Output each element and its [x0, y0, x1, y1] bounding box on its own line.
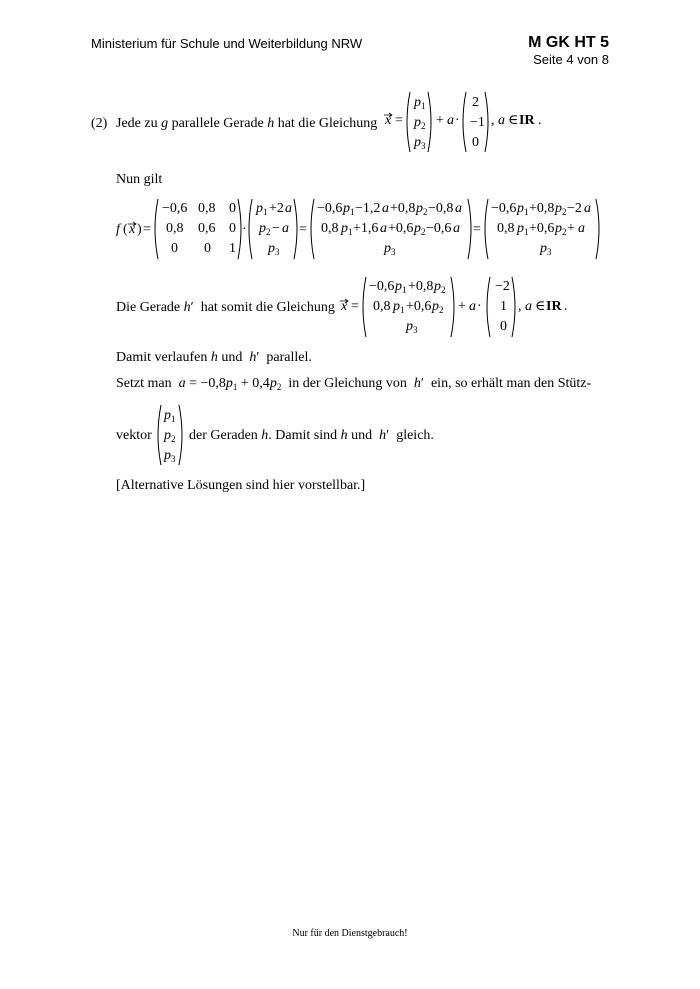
intro-sentence: Jede zu g parallele Gerade h hat die Gleichung [116, 116, 378, 131]
svg-text:2: 2 [562, 227, 567, 237]
svg-text:−0,6: −0,6 [426, 221, 452, 236]
parallel-sentence: Damit verlaufen h und h′ parallel. [116, 350, 312, 365]
svg-text:x: x [341, 299, 348, 314]
svg-text:0: 0 [229, 221, 236, 236]
svg-text:IR: IR [519, 113, 535, 128]
svg-text:2: 2 [472, 95, 479, 110]
svg-text:3: 3 [547, 247, 552, 257]
svg-text:−1,2: −1,2 [355, 201, 381, 216]
svg-text:3: 3 [413, 325, 418, 335]
svg-text:0: 0 [472, 135, 479, 150]
svg-text:a: a [380, 221, 387, 236]
svg-text:p: p [268, 241, 275, 256]
svg-text:p: p [416, 201, 423, 216]
svg-text:+2: +2 [269, 201, 284, 216]
svg-text:x: x [385, 113, 392, 128]
svg-text:p: p [517, 221, 524, 236]
svg-text:1: 1 [400, 305, 405, 315]
svg-text:p: p [259, 221, 266, 236]
svg-text:2: 2 [423, 207, 428, 217]
svg-text:0,8: 0,8 [497, 221, 515, 236]
svg-text:a: a [285, 201, 292, 216]
svg-text:p: p [393, 299, 400, 314]
vector-conclusion: der Geraden h. Damit sind h und h′ gleich. [189, 428, 434, 443]
svg-text:f: f [116, 222, 120, 237]
svg-text:−2: −2 [567, 201, 582, 216]
svg-text:=: = [299, 222, 307, 237]
equation-line-h-prime [338, 274, 573, 340]
svg-text:1: 1 [350, 207, 355, 217]
svg-text:3: 3 [171, 454, 176, 464]
footer-note: Nur für den Dienstgebrauch! [292, 928, 408, 939]
svg-text:p: p [395, 279, 402, 294]
header-code: M GK HT 5 [528, 34, 609, 51]
svg-text:1: 1 [348, 227, 353, 237]
svg-text:p: p [432, 299, 439, 314]
svg-text:a: a [382, 201, 389, 216]
svg-text:p: p [164, 428, 171, 443]
svg-text:p: p [384, 241, 391, 256]
svg-text:2: 2 [562, 207, 567, 217]
svg-text:p: p [517, 201, 524, 216]
svg-text:+0,8: +0,8 [408, 279, 434, 294]
svg-text:=: = [143, 222, 151, 237]
item-number: (2) [91, 116, 108, 131]
svg-text:,: , [518, 299, 522, 314]
svg-text:1: 1 [500, 299, 507, 314]
svg-text:1: 1 [524, 207, 529, 217]
image-line-sentence: Die Gerade h′ hat somit die Gleichung [116, 300, 335, 315]
svg-text:2: 2 [441, 285, 446, 295]
svg-text:+0,8: +0,8 [390, 201, 416, 216]
svg-text:a: a [498, 113, 505, 128]
substitute-sentence: Setzt man $a = -0,8p_1 + 0,4p_2$ in der Gleichung von h′ ein, so erhält man den Stütz- [116, 376, 592, 392]
svg-text:p: p [406, 319, 413, 334]
svg-text:1: 1 [402, 285, 407, 295]
svg-text:a: a [584, 201, 591, 216]
svg-text:−: − [272, 221, 280, 236]
svg-text:−0,6: −0,6 [491, 201, 517, 216]
header-ministry: Ministerium für Schule und Weiterbildung NRW [91, 36, 363, 51]
svg-text:−2: −2 [495, 279, 510, 294]
svg-text:0,6: 0,6 [198, 221, 216, 236]
support-vector [153, 402, 187, 468]
svg-text:1: 1 [421, 101, 426, 111]
svg-text:0,8: 0,8 [321, 221, 339, 236]
svg-text:·: · [477, 299, 482, 314]
svg-text:p: p [555, 221, 562, 236]
svg-text:2: 2 [171, 434, 176, 444]
svg-text:3: 3 [391, 247, 396, 257]
alternative-note: [Alternative Lösungen sind hier vorstellbar.] [116, 478, 366, 493]
svg-text:+0,6: +0,6 [406, 299, 432, 314]
svg-text:p: p [414, 135, 421, 150]
svg-text:−0,6: −0,6 [162, 201, 188, 216]
svg-text:0: 0 [229, 201, 236, 216]
svg-text:p: p [256, 201, 263, 216]
svg-text:(: ( [123, 222, 128, 237]
svg-text:): ) [137, 222, 142, 237]
now-text: Nun gilt [116, 172, 163, 187]
equation-line-h [378, 88, 548, 156]
svg-text:x: x [129, 222, 136, 237]
svg-text:+: + [458, 299, 466, 314]
svg-text:a: a [447, 113, 454, 128]
svg-text:a: a [282, 221, 289, 236]
svg-text:p: p [341, 221, 348, 236]
svg-text:+0,8: +0,8 [529, 201, 555, 216]
svg-text:−0,8: −0,8 [428, 201, 454, 216]
svg-text:1: 1 [171, 414, 176, 424]
svg-text:−1: −1 [470, 115, 485, 130]
svg-text:p: p [555, 201, 562, 216]
svg-text:p: p [414, 115, 421, 130]
svg-text:+0,6: +0,6 [388, 221, 414, 236]
svg-text:a: a [455, 201, 462, 216]
svg-text:·: · [455, 113, 460, 128]
svg-text:2: 2 [421, 121, 426, 131]
svg-text:.: . [538, 113, 542, 128]
svg-text:0,8: 0,8 [166, 221, 184, 236]
svg-text:2: 2 [266, 227, 271, 237]
svg-text:2: 2 [439, 305, 444, 315]
svg-text:2: 2 [421, 227, 426, 237]
svg-text:−0,6: −0,6 [317, 201, 343, 216]
svg-text:·: · [242, 222, 247, 237]
svg-text:p: p [343, 201, 350, 216]
svg-text:1: 1 [263, 207, 268, 217]
svg-text:p: p [164, 408, 171, 423]
svg-text:+1,6: +1,6 [353, 221, 379, 236]
svg-text:=: = [473, 222, 481, 237]
svg-text:0,8: 0,8 [198, 201, 216, 216]
svg-text:=: = [395, 113, 403, 128]
svg-text:−0,6: −0,6 [369, 279, 395, 294]
svg-text:.: . [564, 299, 568, 314]
svg-text:p: p [414, 221, 421, 236]
svg-text:,: , [491, 113, 495, 128]
svg-text:0,8: 0,8 [373, 299, 391, 314]
svg-text:IR: IR [546, 299, 562, 314]
svg-text:p: p [540, 241, 547, 256]
svg-text:a: a [469, 299, 476, 314]
svg-text:p: p [164, 448, 171, 463]
svg-text:∈: ∈ [535, 299, 546, 314]
svg-text:1: 1 [524, 227, 529, 237]
svg-text:+0,6: +0,6 [529, 221, 555, 236]
svg-text:1: 1 [229, 241, 236, 256]
svg-text:0: 0 [171, 241, 178, 256]
svg-text:a: a [525, 299, 532, 314]
svg-text:a: a [453, 221, 460, 236]
svg-text:+: + [567, 221, 575, 236]
equation-fx [114, 196, 609, 262]
svg-text:0: 0 [204, 241, 211, 256]
svg-text:+: + [436, 113, 444, 128]
svg-text:0: 0 [500, 319, 507, 334]
svg-text:3: 3 [275, 247, 280, 257]
svg-text:∈: ∈ [508, 113, 519, 128]
header-page-number: Seite 4 von 8 [533, 52, 609, 67]
svg-text:3: 3 [421, 141, 426, 151]
svg-text:p: p [434, 279, 441, 294]
svg-text:=: = [351, 299, 359, 314]
svg-text:p: p [414, 95, 421, 110]
svg-text:a: a [578, 221, 585, 236]
vector-prefix: vektor [116, 428, 152, 443]
